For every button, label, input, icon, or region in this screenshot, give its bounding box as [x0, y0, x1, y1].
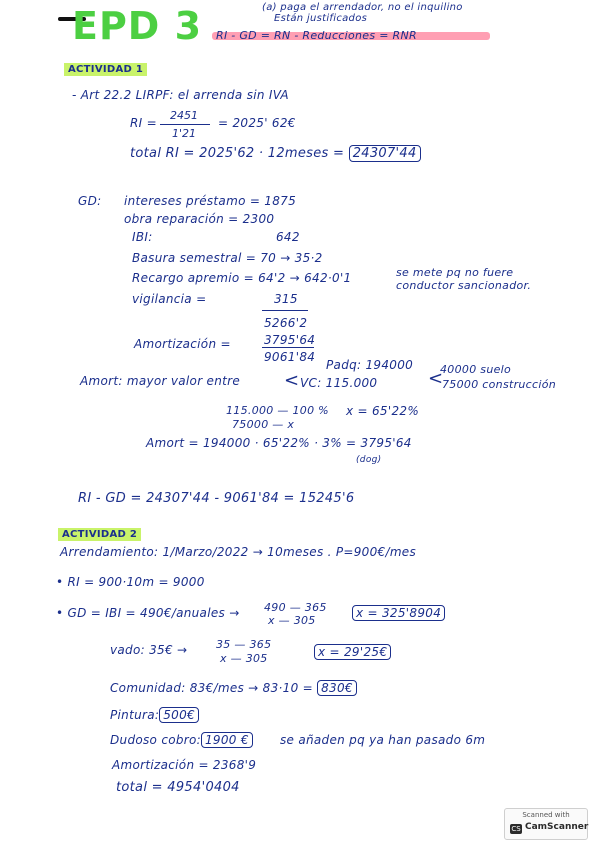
ibi-prop-2: x — 305 — [268, 614, 316, 627]
comunidad: Comunidad: 83€/mes → 83·10 = 830€ — [110, 681, 357, 695]
header-note-2: Están justificados — [274, 13, 368, 24]
total-2: total = 4954'0404 — [116, 780, 240, 795]
fraction-bar — [160, 124, 210, 125]
ibi-prop-1: 490 — 365 — [264, 601, 327, 614]
dudoso-cobro: Dudoso cobro: 1900 € — [110, 733, 253, 747]
vado-result: x = 29'25€ — [314, 645, 391, 659]
vado: vado: 35€ → — [110, 643, 188, 657]
ibi-result: x = 325'8904 — [352, 606, 445, 620]
gd-item-basura: Basura semestral = 70 → 35·2 — [132, 251, 323, 265]
amortizacion-2: Amortización = 2368'9 — [112, 758, 257, 772]
page-title: EPD 3 — [72, 4, 203, 48]
gd-item-vigilancia: vigilancia = — [132, 292, 207, 306]
section-label-1: ACTIVIDAD 1 — [64, 61, 147, 75]
amortizacion-value: 3795'64 — [264, 333, 316, 347]
camscanner-icon: CS — [511, 825, 521, 833]
total-ri-box: 24307'44 — [349, 145, 421, 162]
brace-left-2: < — [428, 368, 444, 389]
construccion: 75000 construcción — [442, 378, 557, 391]
gd-item-ibi-label: IBI: — [132, 230, 153, 244]
brace-left: < — [284, 370, 300, 391]
vc: VC: 115.000 — [300, 376, 378, 390]
pintura: Pintura: 500€ — [110, 708, 199, 722]
gd-item-ibi-value: 642 — [276, 230, 300, 244]
section-label-2: ACTIVIDAD 2 — [58, 526, 141, 540]
ri-lhs: RI = — [130, 116, 157, 130]
ri-rhs: = 2025' 62€ — [218, 116, 296, 130]
gd-label: GD: — [78, 194, 102, 208]
suelo: 40000 suelo — [440, 363, 512, 376]
sum-line — [262, 310, 308, 311]
dudoso-note: se añaden pq ya han pasado 6m — [280, 733, 486, 747]
header-formula: RI - GD = RN - Reducciones = RNR — [216, 29, 417, 42]
vado-prop-1: 35 — 365 — [216, 638, 272, 651]
proportion-result: x = 65'22% — [346, 404, 420, 418]
art-line: - Art 22.2 LIRPF: el arrenda sin IVA — [72, 88, 289, 102]
amort-major: Amort: mayor valor entre — [80, 374, 241, 388]
ri-line: • RI = 900·10m = 9000 — [56, 575, 205, 589]
recargo-note: se mete pq no fuere — [396, 266, 514, 279]
gd-item-intereses: intereses préstamo = 1875 — [124, 194, 297, 208]
ri-numerator: 2451 — [170, 109, 198, 122]
vado-prop-2: x — 305 — [220, 652, 268, 665]
arrendamiento: Arrendamiento: 1/Marzo/2022 → 10meses . P=900€/mes — [60, 545, 417, 559]
gd-item-obra: obra reparación = 2300 — [124, 212, 275, 226]
amort-calc-note: (dog) — [356, 455, 382, 465]
header-note: (a) paga el arrendador, no el inquilino — [262, 2, 463, 13]
amort-calc: Amort = 194000 · 65'22% · 3% = 3795'64 — [146, 436, 412, 450]
badge-line2: CamScanner — [525, 822, 589, 832]
gd-item-vigilancia-value: 315 — [274, 292, 298, 306]
proportion-row-2: 75000 — x — [232, 418, 295, 431]
subtotal: 5266'2 — [264, 316, 308, 330]
badge-line1: Scanned with — [522, 811, 570, 819]
sum-line-2 — [262, 347, 314, 348]
gd-item-recargo: Recargo apremio = 64'2 → 642·0'1 — [132, 271, 352, 285]
proportion-row-1: 115.000 — 100 % — [226, 404, 329, 417]
recargo-note-2: conductor sancionador. — [396, 279, 532, 292]
padq: Padq: 194000 — [326, 358, 414, 372]
camscanner-badge — [504, 808, 588, 840]
amortizacion-label: Amortización = — [134, 337, 231, 351]
ri-denominator: 1'21 — [171, 127, 197, 140]
final-result: RI - GD = 24307'44 - 9061'84 = 15245'6 — [78, 491, 355, 506]
total-ri: total RI = 2025'62 · 12meses = 24307'44 — [130, 146, 421, 161]
gd-ibi: • GD = IBI = 490€/anuales → — [56, 606, 240, 620]
gd-total: 9061'84 — [264, 350, 316, 364]
